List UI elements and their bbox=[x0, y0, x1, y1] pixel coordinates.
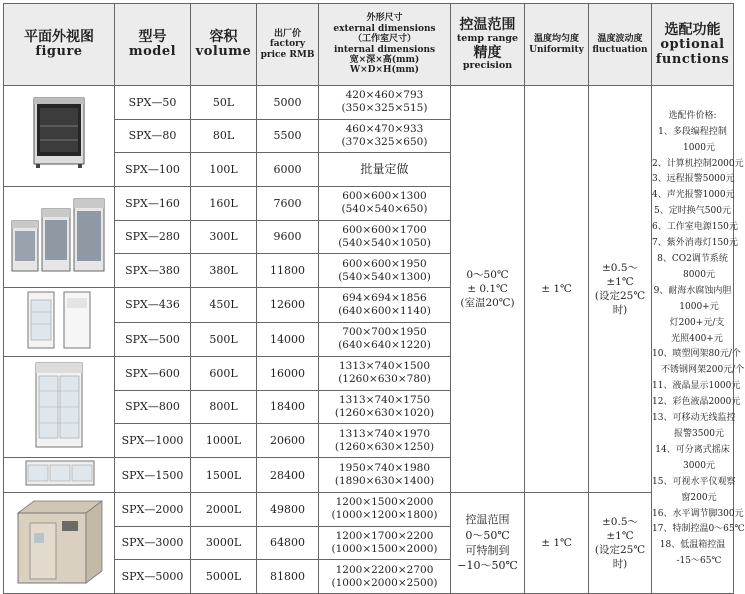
header-options-en1: optional bbox=[660, 36, 725, 52]
option-item: 1、多段编程控制 bbox=[658, 126, 727, 137]
walk-in-room-image bbox=[4, 493, 114, 589]
header-unif-cn: 温度均匀度 bbox=[533, 34, 579, 45]
int-dimension: (540×540×1300) bbox=[338, 270, 431, 283]
fluctuation-cell-group2 bbox=[589, 493, 652, 594]
table-row bbox=[4, 493, 734, 527]
option-item: 5、定时换气500元 bbox=[654, 206, 731, 217]
ext-dimension: 1200×1500×2000 bbox=[335, 496, 434, 509]
header-volume-cn: 容积 bbox=[209, 28, 238, 45]
price-cell: 5000 bbox=[257, 86, 319, 120]
figure-cell-double-door bbox=[4, 357, 115, 458]
ext-dimension: 1200×2200×2700 bbox=[335, 563, 434, 576]
int-dimension: (540×540×1050) bbox=[338, 236, 431, 249]
option-item: 10、喷塑网架80元/个 bbox=[652, 349, 741, 360]
header-dimensions bbox=[319, 4, 451, 86]
header-dim-en1: external dimensions bbox=[333, 23, 436, 34]
header-prec-cn: 精度 bbox=[473, 44, 502, 61]
ext-dimension: 1313×740×1500 bbox=[338, 360, 431, 373]
option-item: 15、可视水平仪观察 bbox=[652, 476, 736, 487]
model-cell: SPX—1500 bbox=[115, 458, 191, 493]
fluctuation-text: ±0.5～±1℃ bbox=[602, 515, 638, 542]
header-temp-cn: 控温范围 bbox=[459, 17, 516, 34]
figure-cell-tall-three bbox=[4, 187, 115, 288]
dimension-cell bbox=[319, 220, 451, 254]
int-dimension: (350×325×515) bbox=[341, 102, 428, 115]
volume-cell: 1500L bbox=[191, 458, 257, 493]
option-item: 窗200元 bbox=[681, 492, 717, 503]
price-cell: 11800 bbox=[257, 254, 319, 288]
header-uniformity bbox=[525, 4, 589, 86]
int-dimension: (1260×630×780) bbox=[338, 373, 431, 386]
int-dimension: (1260×630×1250) bbox=[334, 440, 435, 453]
price-cell: 6000 bbox=[257, 153, 319, 187]
fluctuation-cell-group1 bbox=[589, 86, 652, 493]
cabinet-small-image bbox=[4, 86, 114, 182]
ext-dimension: 1950×740×1980 bbox=[338, 461, 431, 474]
volume-cell: 160L bbox=[191, 187, 257, 221]
model-cell: SPX—800 bbox=[115, 390, 191, 424]
table-row bbox=[4, 86, 734, 120]
custom-range-label: 可特制到 bbox=[465, 544, 510, 557]
model-cell: SPX—5000 bbox=[115, 560, 191, 594]
dimension-cell bbox=[319, 424, 451, 458]
temp-range-cell-group1 bbox=[451, 86, 525, 493]
options-cell bbox=[652, 86, 745, 594]
header-fluc-en: fluctuation bbox=[592, 44, 648, 55]
option-item: 1000元 bbox=[683, 142, 715, 153]
price-cell: 12600 bbox=[257, 288, 319, 323]
dimension-cell bbox=[319, 526, 451, 560]
model-cell: SPX—100 bbox=[115, 153, 191, 187]
uniformity-cell-group1: ± 1℃ bbox=[525, 86, 589, 493]
volume-cell: 100L bbox=[191, 153, 257, 187]
dimension-cell bbox=[319, 560, 451, 594]
room-temp-text: (室温20℃) bbox=[460, 297, 515, 310]
dimension-cell bbox=[319, 254, 451, 288]
price-cell: 49800 bbox=[257, 493, 319, 527]
option-item: 8、CO2调节系统 bbox=[657, 254, 728, 265]
int-dimension: (640×640×1220) bbox=[338, 339, 431, 352]
volume-cell: 450L bbox=[191, 288, 257, 323]
int-dimension: (1000×1500×2000) bbox=[331, 542, 438, 555]
temp-range-text: 0～50℃ bbox=[466, 268, 509, 281]
price-cell: 64800 bbox=[257, 526, 319, 560]
dimension-cell bbox=[319, 390, 451, 424]
model-cell: SPX—600 bbox=[115, 357, 191, 391]
model-cell: SPX—50 bbox=[115, 86, 191, 120]
volume-cell: 5000L bbox=[191, 560, 257, 594]
option-item: 4、声光报警1000元 bbox=[652, 190, 735, 201]
dimension-cell bbox=[319, 86, 451, 120]
option-item: 13、可移动无线监控 bbox=[652, 413, 736, 424]
header-model-cn: 型号 bbox=[138, 28, 167, 45]
volume-cell: 2000L bbox=[191, 493, 257, 527]
temp-range-cell-group2 bbox=[451, 493, 525, 594]
price-cell: 14000 bbox=[257, 322, 319, 357]
header-figure-cn: 平面外视图 bbox=[24, 28, 94, 45]
uniformity-cell-group2: ± 1℃ bbox=[525, 493, 589, 594]
option-item: 3000元 bbox=[683, 460, 715, 471]
header-figure-en: figure bbox=[35, 44, 83, 60]
option-item: 6、工作室电源150元 bbox=[652, 222, 738, 233]
header-volume bbox=[191, 4, 257, 86]
option-item: 光照400+元 bbox=[671, 333, 723, 344]
option-item: 12、彩色液晶2000元 bbox=[652, 397, 741, 408]
header-fluc-cn: 温度波动度 bbox=[597, 34, 643, 45]
header-dim-cn2: （工作室尺寸） bbox=[352, 34, 416, 45]
header-price bbox=[257, 4, 319, 86]
volume-cell: 800L bbox=[191, 390, 257, 424]
price-cell: 20600 bbox=[257, 424, 319, 458]
fluctuation-note: (设定25℃时) bbox=[594, 544, 646, 571]
model-cell: SPX—3000 bbox=[115, 526, 191, 560]
ext-dimension: 460×470×933 bbox=[345, 122, 424, 135]
dimension-cell bbox=[319, 187, 451, 221]
dimension-cell bbox=[319, 493, 451, 527]
price-cell: 7600 bbox=[257, 187, 319, 221]
option-item: 9、耐海水腐蚀内胆 bbox=[653, 285, 732, 296]
ext-dimension: 1200×1700×2200 bbox=[335, 529, 434, 542]
volume-cell: 500L bbox=[191, 322, 257, 357]
int-dimension: (1890×630×1400) bbox=[334, 475, 435, 487]
header-prec-en: precision bbox=[462, 59, 513, 71]
option-item: 8000元 bbox=[683, 269, 715, 280]
model-cell: SPX—2000 bbox=[115, 493, 191, 527]
header-row bbox=[4, 4, 734, 86]
ext-dimension: 批量定做 bbox=[360, 162, 409, 177]
dimension-cell bbox=[319, 357, 451, 391]
header-dim-en3: W×D×H(mm) bbox=[349, 65, 420, 76]
fluctuation-note: (设定25℃时) bbox=[594, 290, 646, 317]
ext-dimension: 1313×740×1750 bbox=[338, 393, 431, 406]
options-title: 选配件价格: bbox=[668, 110, 717, 121]
figure-cell-small bbox=[4, 86, 115, 187]
volume-cell: 600L bbox=[191, 357, 257, 391]
header-model-en: model bbox=[128, 44, 177, 60]
header-options bbox=[652, 4, 734, 86]
model-cell: SPX—380 bbox=[115, 254, 191, 288]
temp-range-title: 控温范围 bbox=[465, 513, 510, 527]
volume-cell: 3000L bbox=[191, 526, 257, 560]
header-temp-en: temp range bbox=[456, 32, 519, 44]
int-dimension: (1000×1200×1800) bbox=[331, 509, 438, 522]
figure-cell-wide bbox=[4, 458, 115, 493]
ext-dimension: 600×600×1950 bbox=[342, 257, 427, 270]
dimension-cell bbox=[319, 153, 451, 187]
header-options-en2: functions bbox=[655, 51, 730, 67]
ext-dimension: 420×460×793 bbox=[345, 89, 424, 102]
option-item: 报警3500元 bbox=[674, 428, 724, 439]
option-item: 不锈钢网架200元/个 bbox=[661, 365, 745, 376]
option-item: 18、低温箱控温 bbox=[659, 540, 726, 551]
price-cell: 28400 bbox=[257, 458, 319, 493]
option-item: 16、水平调节脚300元 bbox=[652, 508, 744, 519]
volume-cell: 80L bbox=[191, 119, 257, 153]
cabinet-wide-image bbox=[4, 458, 114, 488]
option-item: 3、远程报警5000元 bbox=[652, 174, 735, 185]
header-figure bbox=[4, 4, 115, 86]
int-dimension: (1000×2000×2500) bbox=[331, 576, 438, 589]
option-item: 7、紫外消毒灯150元 bbox=[652, 238, 738, 249]
option-item: 11、液晶显示1000元 bbox=[652, 381, 741, 392]
int-dimension: (1260×630×1020) bbox=[334, 406, 435, 419]
header-volume-en: volume bbox=[195, 44, 252, 60]
option-item: 灯200+元/支 bbox=[669, 317, 725, 328]
option-item: 2、计算机控制2000元 bbox=[652, 158, 744, 169]
model-cell: SPX—80 bbox=[115, 119, 191, 153]
cabinet-white-image bbox=[4, 288, 114, 352]
volume-cell: 50L bbox=[191, 86, 257, 120]
spec-table bbox=[3, 3, 745, 594]
header-model bbox=[115, 4, 191, 86]
option-item: 17、特制控温0～65℃ bbox=[652, 524, 745, 535]
header-temp-range bbox=[451, 4, 525, 86]
ext-dimension: 700×700×1950 bbox=[342, 326, 427, 339]
fluctuation-text: ±0.5～±1℃ bbox=[602, 261, 638, 288]
header-options-cn: 选配功能 bbox=[664, 21, 721, 38]
volume-cell: 300L bbox=[191, 220, 257, 254]
model-cell: SPX—1000 bbox=[115, 424, 191, 458]
custom-range-text: −10～50℃ bbox=[457, 559, 518, 573]
price-cell: 9600 bbox=[257, 220, 319, 254]
price-cell: 81800 bbox=[257, 560, 319, 594]
option-item: 1000+元 bbox=[679, 301, 719, 312]
header-price-en1: factory bbox=[269, 39, 306, 50]
dimension-cell bbox=[319, 119, 451, 153]
header-unif-en: Uniformity bbox=[529, 44, 584, 55]
dimension-cell bbox=[319, 458, 451, 493]
option-item: 14、可分离式摇床 bbox=[655, 444, 730, 455]
header-dim-en2: internal dimensions bbox=[333, 44, 436, 55]
price-cell: 18400 bbox=[257, 390, 319, 424]
option-item: -15～65℃ bbox=[676, 556, 722, 567]
int-dimension: (370×325×650) bbox=[341, 135, 428, 148]
dimension-cell bbox=[319, 288, 451, 323]
figure-cell-walk-in bbox=[4, 493, 115, 594]
volume-cell: 1000L bbox=[191, 424, 257, 458]
header-price-cn: 出厂价 bbox=[273, 28, 301, 39]
price-cell: 5500 bbox=[257, 119, 319, 153]
temp-range-text: 0～50℃ bbox=[465, 528, 510, 542]
cabinet-double-door-image bbox=[4, 357, 114, 453]
model-cell: SPX—160 bbox=[115, 187, 191, 221]
header-dim-cn3: 宽×深×高(mm) bbox=[349, 54, 420, 65]
ext-dimension: 600×600×1300 bbox=[342, 190, 427, 203]
precision-text: ± 0.1℃ bbox=[467, 282, 508, 295]
cabinet-tall-image bbox=[4, 187, 114, 283]
ext-dimension: 694×694×1856 bbox=[342, 291, 427, 304]
ext-dimension: 1313×740×1970 bbox=[338, 427, 431, 440]
model-cell: SPX—500 bbox=[115, 322, 191, 357]
dimension-cell bbox=[319, 322, 451, 357]
price-cell: 16000 bbox=[257, 357, 319, 391]
header-dim-cn: 外形尺寸 bbox=[366, 13, 403, 24]
model-cell: SPX—436 bbox=[115, 288, 191, 323]
figure-cell-white-pair bbox=[4, 288, 115, 357]
int-dimension: (640×600×1140) bbox=[338, 304, 431, 317]
ext-dimension: 600×600×1700 bbox=[342, 223, 427, 236]
header-fluctuation bbox=[589, 4, 652, 86]
int-dimension: (540×540×650) bbox=[341, 203, 428, 216]
volume-cell: 380L bbox=[191, 254, 257, 288]
header-price-en2: price RMB bbox=[260, 49, 315, 60]
model-cell: SPX—280 bbox=[115, 220, 191, 254]
